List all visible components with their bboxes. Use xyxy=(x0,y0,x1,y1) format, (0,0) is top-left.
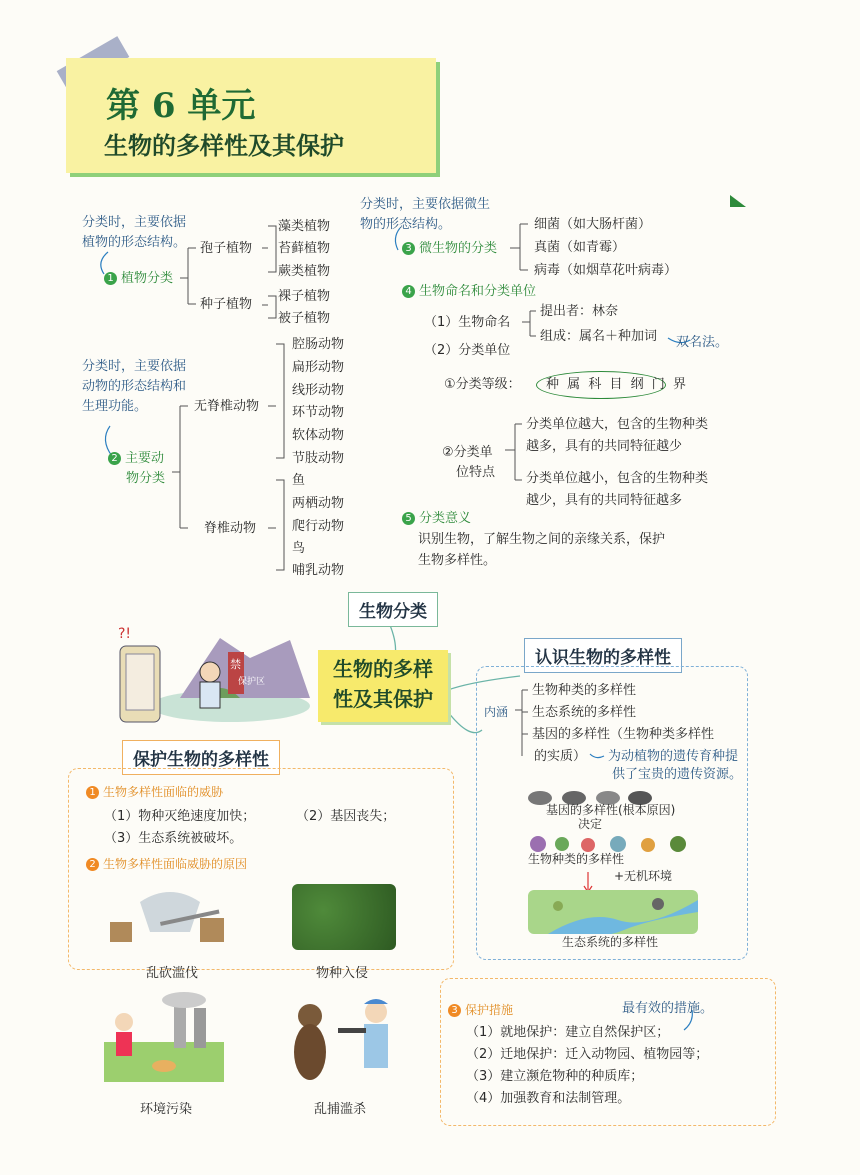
cause-caption: 乱捕滥杀 xyxy=(314,1102,367,1117)
features-label-2: 位特点 xyxy=(456,465,496,480)
meaning-title: 5 分类意义 xyxy=(402,512,471,525)
feature-large-2: 越多，具有的共同特征越少 xyxy=(526,439,683,454)
invert-item: 软体动物 xyxy=(292,428,345,443)
rank: 种 xyxy=(546,377,560,392)
rank: 门 xyxy=(651,377,665,392)
rank: 目 xyxy=(609,377,623,392)
animal-note-2: 动物的形态结构和 xyxy=(82,379,187,394)
invert-item: 线形动物 xyxy=(292,383,345,398)
reserve-illustration xyxy=(110,618,310,728)
measure-item: （2）迁地保护：迁入动物园、植物园等； xyxy=(466,1047,709,1062)
rank-list xyxy=(546,378,686,391)
feature-large-1: 分类单位越大，包含的生物种类 xyxy=(526,417,709,432)
measure-title: 3 保护措施 xyxy=(448,1004,513,1017)
plant-note-1: 分类时，主要依据 xyxy=(82,215,187,230)
vert-item: 两栖动物 xyxy=(292,496,345,511)
decide-label: 决定 xyxy=(578,817,603,831)
measure-item: （3）建立濒危物种的种质库； xyxy=(466,1069,644,1084)
diversity-item: 基因的多样性（生物种类多样性 xyxy=(532,727,715,742)
invasive-species-image xyxy=(292,884,396,950)
binomial-note: 双名法。 xyxy=(676,335,729,350)
hunting-image xyxy=(272,996,412,1088)
threat-item: （3）生态系统被破坏。 xyxy=(104,831,243,846)
gene-note-2: 供了宝贵的遗传资源。 xyxy=(612,767,743,782)
rank: 属 xyxy=(567,377,581,392)
gene-note-1: 为动植物的遗传育种提 xyxy=(608,749,739,764)
microbe-item: 细菌（如大肠杆菌） xyxy=(534,217,652,232)
microbe-note-2: 物的形态结构。 xyxy=(360,217,452,232)
ecosystem-diversity-label: 生态系统的多样性 xyxy=(562,935,659,949)
measure-item: （1）就地保护：建立自然保护区； xyxy=(466,1025,670,1040)
threat-title: 1 生物多样性面临的威胁 xyxy=(86,786,223,799)
rank: 界 xyxy=(672,377,686,392)
unit-subtitle: 生物的多样性及其保护 xyxy=(104,132,344,160)
seed-plants: 种子植物 xyxy=(200,297,253,312)
cause-caption: 物种入侵 xyxy=(316,966,369,981)
reserve-sign: 保护区 xyxy=(238,677,266,687)
forbid-sign: 禁 xyxy=(230,658,241,671)
rank: 纲 xyxy=(630,377,644,392)
rank: 科 xyxy=(588,377,602,392)
center-title-line-2: 性及其保护 xyxy=(333,687,433,711)
connotation-label: 内涵 xyxy=(484,705,509,719)
deforestation-image xyxy=(100,882,240,954)
features-label-1: ②分类单 xyxy=(442,445,493,460)
cause-title: 2 生物多样性面临威胁的原因 xyxy=(86,858,247,871)
invert-item: 扁形动物 xyxy=(292,360,345,375)
pollution-image xyxy=(104,992,224,1084)
vertebrates: 脊椎动物 xyxy=(204,521,257,536)
classification-units: （2）分类单位 xyxy=(424,343,511,358)
gene-diversity-label: 基因的多样性(根本原因) xyxy=(546,803,676,817)
measure-item: （4）加强教育和法制管理。 xyxy=(466,1091,631,1106)
animal-classification-title-2: 物分类 xyxy=(126,471,166,486)
diversity-item: 的实质） xyxy=(534,749,587,764)
microbe-item: 病毒（如烟草花叶病毒） xyxy=(534,263,678,278)
invert-item: 腔肠动物 xyxy=(292,337,345,352)
protect-heading: 保护生物的多样性 xyxy=(122,740,280,775)
spore-plants: 孢子植物 xyxy=(200,241,253,256)
microbe-item: 真菌（如青霉） xyxy=(534,240,626,255)
binomial-naming: （1）生物命名 xyxy=(424,315,511,330)
invert-item: 环节动物 xyxy=(292,405,345,420)
classification-heading: 生物分类 xyxy=(348,592,438,627)
invertebrates: 无脊椎动物 xyxy=(194,399,260,414)
threat-item: （1）物种灭绝速度加快； xyxy=(104,809,256,824)
seed-item: 被子植物 xyxy=(278,311,331,326)
animal-classification-title: 2 主要动 xyxy=(108,452,164,465)
invert-item: 节肢动物 xyxy=(292,451,345,466)
animal-note-1: 分类时，主要依据 xyxy=(82,359,187,374)
spore-item: 蕨类植物 xyxy=(278,264,331,279)
microbe-note-1: 分类时，主要依据微生 xyxy=(360,197,491,212)
vert-item: 哺乳动物 xyxy=(292,563,345,578)
species-diversity-label: 生物种类的多样性 xyxy=(528,852,625,866)
name-composition: 组成：属名＋种加词 xyxy=(540,329,658,344)
cause-caption: 环境污染 xyxy=(140,1102,193,1117)
proposer: 提出者：林奈 xyxy=(540,304,619,319)
feature-small-1: 分类单位越小，包含的生物种类 xyxy=(526,471,709,486)
unit-title: 第 6 单元 xyxy=(106,86,256,126)
svg-text:?!: ?! xyxy=(118,626,132,642)
plant-classification-title: 1 植物分类 xyxy=(104,272,173,285)
species-illustration xyxy=(528,832,698,854)
threat-item: （2）基因丧失； xyxy=(296,809,396,824)
vert-item: 鸟 xyxy=(292,541,306,556)
diversity-item: 生态系统的多样性 xyxy=(532,705,637,720)
vert-item: 爬行动物 xyxy=(292,519,345,534)
meaning-text-1: 识别生物，了解生物之间的亲缘关系，保护 xyxy=(418,532,666,547)
abiotic-label: +无机环境 xyxy=(614,869,673,883)
plant-note-2: 植物的形态结构。 xyxy=(82,235,187,250)
cause-caption: 乱砍滥伐 xyxy=(146,966,199,981)
vert-item: 鱼 xyxy=(292,473,306,488)
ecosystem-illustration xyxy=(528,890,698,934)
center-title-line-1: 生物的多样 xyxy=(333,657,433,681)
diversity-heading: 认识生物的多样性 xyxy=(524,638,682,673)
spore-item: 藻类植物 xyxy=(278,219,331,234)
ranks-label: ①分类等级： xyxy=(444,377,521,392)
diversity-item: 生物种类的多样性 xyxy=(532,683,637,698)
center-title xyxy=(318,650,448,722)
meaning-text-2: 生物多样性。 xyxy=(418,553,497,568)
microbe-classification-title: 3 微生物的分类 xyxy=(402,242,497,255)
spore-item: 苔藓植物 xyxy=(278,241,331,256)
measure-note: 最有效的措施。 xyxy=(622,1001,714,1016)
seed-item: 裸子植物 xyxy=(278,289,331,304)
animal-note-3: 生理功能。 xyxy=(82,399,148,414)
feature-small-2: 越少，具有的共同特征越多 xyxy=(526,493,683,508)
naming-title: 4 生物命名和分类单位 xyxy=(402,285,536,298)
